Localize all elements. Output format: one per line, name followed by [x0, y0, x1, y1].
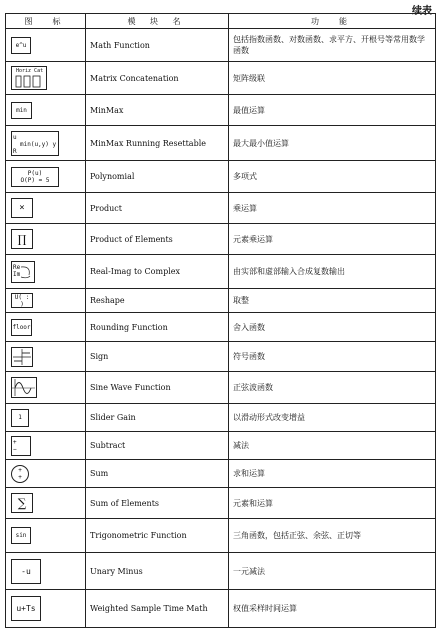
module-name: Math Function [86, 29, 229, 62]
table-row [6, 372, 436, 404]
function-desc: 元素乘运算 [229, 224, 436, 255]
function-desc: 取整 [229, 289, 436, 313]
table-header-row [6, 14, 436, 29]
header-module: 模 块 名 [86, 14, 229, 29]
reshape-icon [11, 293, 33, 308]
table-row [6, 95, 436, 126]
function-desc: 正弦波函数 [229, 372, 436, 404]
icon-cell [6, 255, 86, 289]
slider-gain-icon-text: 1 [18, 414, 22, 421]
matrix-concatenation-icon-text: Horiz Cat [16, 68, 44, 74]
icon-cell [6, 289, 86, 313]
function-desc: 求和运算 [229, 460, 436, 488]
function-desc: 以滑动形式改变增益 [229, 404, 436, 432]
table-row [6, 590, 436, 628]
real-imag-to-complex-icon [11, 261, 35, 283]
function-desc: 包括指数函数、对数函数、求平方、开根号等常用数学函数 [229, 29, 436, 62]
table-row [6, 193, 436, 224]
function-desc: 多项式 [229, 161, 436, 193]
subtract-icon-text: + − [13, 438, 17, 453]
table-row [6, 62, 436, 95]
module-name: Reshape [86, 289, 229, 313]
table-row [6, 161, 436, 193]
sum-of-elements-icon-text: ∑ [17, 495, 27, 510]
product-icon [11, 198, 33, 218]
function-desc: 矩阵级联 [229, 62, 436, 95]
continued-label: 续表 [412, 6, 432, 17]
slider-gain-icon [11, 409, 29, 427]
module-name: Sum of Elements [86, 488, 229, 519]
module-name: Product [86, 193, 229, 224]
sign-graphic [11, 347, 33, 367]
function-desc: 符号函数 [229, 342, 436, 372]
module-name: MinMax Running Resettable [86, 126, 229, 161]
header-function: 功 能 [229, 14, 436, 29]
math-function-icon-text: e^u [15, 41, 27, 49]
function-desc: 三角函数，包括正弦、余弦、正切等 [229, 519, 436, 553]
table-row [6, 519, 436, 553]
table-row [6, 432, 436, 460]
icon-cell [6, 29, 86, 62]
simulink-math-blocks-table [5, 13, 436, 628]
module-name: Weighted Sample Time Math [86, 590, 229, 628]
table-row [6, 460, 436, 488]
table-row [6, 488, 436, 519]
reshape-icon-text: U( : ) [14, 293, 30, 308]
icon-cell [6, 590, 86, 628]
table-row [6, 553, 436, 590]
table-row [6, 29, 436, 62]
icon-cell [6, 126, 86, 161]
table-row [6, 289, 436, 313]
icon-cell [6, 519, 86, 553]
icon-cell [6, 404, 86, 432]
table-row [6, 126, 436, 161]
trigonometric-icon-text: sin [15, 532, 27, 539]
icon-cell [6, 460, 86, 488]
module-name: Sum [86, 460, 229, 488]
icon-cell [6, 313, 86, 342]
module-name: Polynomial [86, 161, 229, 193]
product-of-elements-icon-text: ∏ [17, 232, 27, 246]
trigonometric-function-icon [11, 527, 31, 544]
icon-cell [6, 193, 86, 224]
function-desc: 减法 [229, 432, 436, 460]
module-name: Unary Minus [86, 553, 229, 590]
unary-minus-icon [11, 559, 41, 584]
function-desc: 舍入函数 [229, 313, 436, 342]
unary-minus-icon-text: -u [21, 566, 31, 576]
weighted-sample-time-icon-text: u+Ts [16, 604, 36, 613]
subtract-icon [11, 436, 31, 456]
header-icon: 图 标 [6, 14, 86, 29]
polynomial-icon-text: P(u) O(P) = 5 [20, 169, 50, 184]
icon-cell [6, 342, 86, 372]
icon-cell [6, 553, 86, 590]
module-name: Product of Elements [86, 224, 229, 255]
product-icon-text: × [19, 202, 25, 213]
product-of-elements-icon [11, 229, 33, 249]
table-row [6, 255, 436, 289]
minmax-icon-text: min [16, 106, 27, 114]
module-name: Slider Gain [86, 404, 229, 432]
table-row [6, 313, 436, 342]
table-row [6, 404, 436, 432]
sign-icon [11, 347, 33, 367]
function-desc: 元素和运算 [229, 488, 436, 519]
module-name: Matrix Concatenation [86, 62, 229, 95]
rounding-function-icon [11, 319, 32, 336]
icon-cell [6, 372, 86, 404]
port-r-label: R [13, 147, 17, 155]
module-name: Trigonometric Function [86, 519, 229, 553]
rounding-function-icon-text: floor [12, 323, 31, 331]
minmax-icon [11, 102, 32, 119]
table-row [6, 342, 436, 372]
icon-cell [6, 161, 86, 193]
icon-cell [6, 95, 86, 126]
sum-of-elements-icon [11, 493, 33, 513]
icon-cell [6, 432, 86, 460]
sine-graphic [11, 377, 37, 398]
module-name: Subtract [86, 432, 229, 460]
weighted-sample-time-math-icon [11, 596, 41, 621]
matrix-concatenation-icon [11, 66, 47, 90]
icon-cell [6, 488, 86, 519]
function-desc: 最值运算 [229, 95, 436, 126]
function-desc: 由实部和虚部输入合成复数输出 [229, 255, 436, 289]
module-name: Sign [86, 342, 229, 372]
function-desc: 一元减法 [229, 553, 436, 590]
sine-wave-icon [11, 377, 37, 398]
minmax-running-resettable-icon [11, 131, 59, 156]
math-function-icon [11, 37, 31, 54]
function-desc: 权值采样时间运算 [229, 590, 436, 628]
real-imag-icon-text: Re Im [13, 263, 21, 278]
sum-icon [11, 465, 29, 483]
function-desc: 乘运算 [229, 193, 436, 224]
port-u-label: u [13, 133, 17, 141]
icon-cell [6, 62, 86, 95]
table-row [6, 224, 436, 255]
icon-cell [6, 224, 86, 255]
sum-icon-text: + + [18, 466, 22, 481]
module-name: Rounding Function [86, 313, 229, 342]
module-name: MinMax [86, 95, 229, 126]
polynomial-icon [11, 167, 59, 187]
function-desc: 最大最小值运算 [229, 126, 436, 161]
complex-arrow-graphic [11, 261, 35, 283]
matrix-blocks-graphic [11, 66, 47, 90]
module-name: Real-Imag to Complex [86, 255, 229, 289]
module-name: Sine Wave Function [86, 372, 229, 404]
minmax-running-icon-text: min(u,y) y [20, 140, 57, 148]
